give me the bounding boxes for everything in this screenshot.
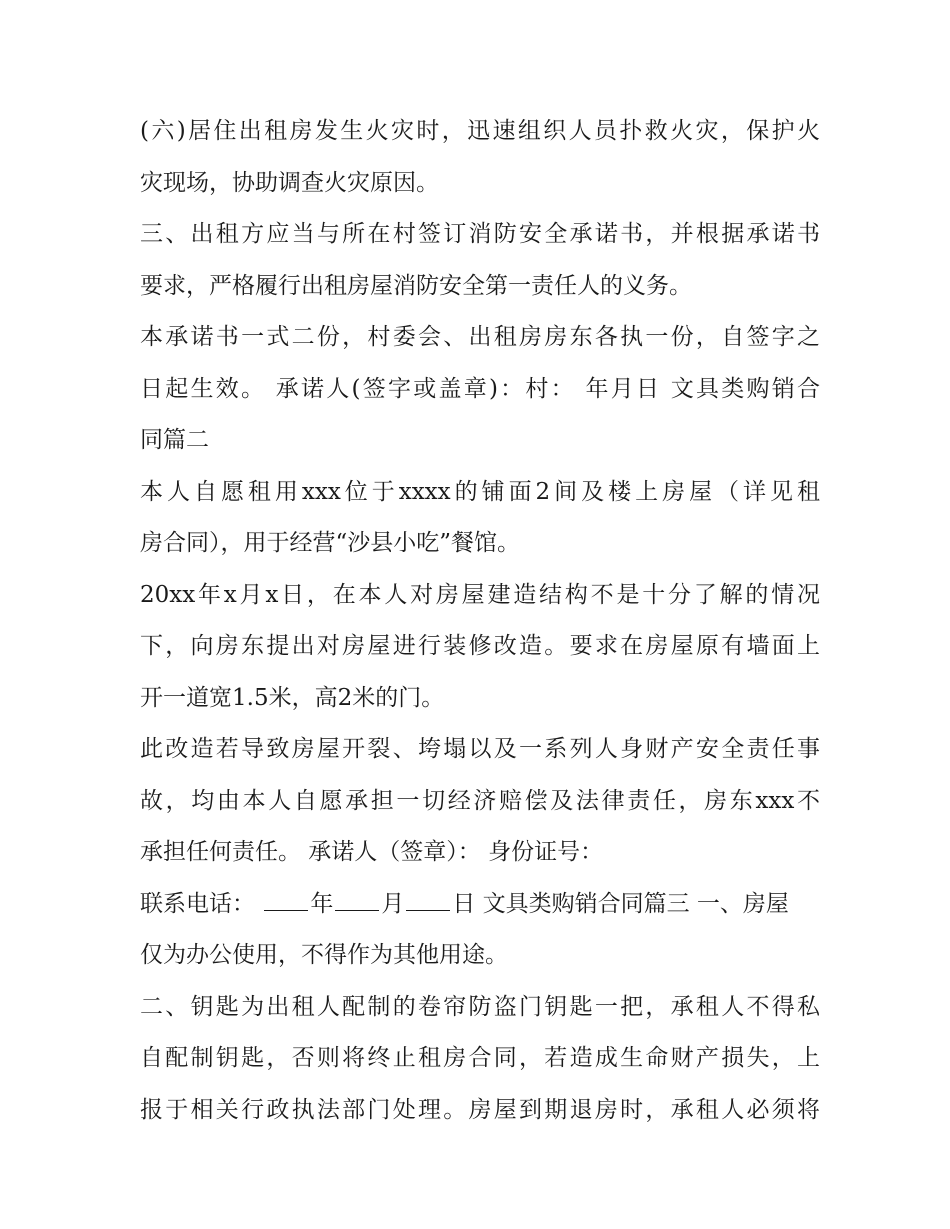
paragraph-rental-statement — [140, 467, 820, 570]
month-label: 月 — [381, 890, 405, 917]
phone-line-rest: 文具类购销合同篇三 一、房屋 — [482, 890, 789, 917]
paragraph-keys — [140, 982, 820, 1137]
text-line: 二、钥匙为出租人配制的卷帘防盗门钥匙一把，承租人不得私 — [140, 993, 820, 1020]
paragraph-renovation-request — [140, 570, 820, 725]
day-blank — [406, 890, 450, 911]
year-label: 年 — [310, 890, 334, 917]
paragraph-liability — [140, 724, 820, 879]
text-line: 自配制钥匙，否则将终止租房合同，若造成生命财产损失，上 — [140, 1045, 820, 1071]
month-blank — [335, 890, 379, 911]
paragraph-landlord-pledge — [140, 209, 820, 312]
text-line: 房合同），用于经营“沙县小吃”餐馆。 — [140, 530, 521, 556]
text-line: 三、出租方应当与所在村签订消防安全承诺书，并根据承诺书 — [140, 221, 820, 247]
text-line: 本人自愿租用xxx位于xxxx的铺面2间及楼上房屋（详见租 — [140, 478, 820, 505]
text-line: 此改造若导致房屋开裂、垮塌以及一系列人身财产安全责任事 — [140, 736, 820, 762]
document-page — [140, 106, 820, 1136]
text-line: 报于相关行政执法部门处理。房屋到期退房时，承租人必须将 — [140, 1096, 820, 1123]
paragraph-copies-signature — [140, 312, 820, 467]
year-blank — [264, 890, 308, 911]
paragraph-contact-phone — [140, 879, 820, 982]
text-line: 灾现场，协助调查火灾原因。 — [140, 169, 439, 196]
paragraph-fire-response — [140, 106, 820, 209]
text-line: 故，均由本人自愿承担一切经济赔偿及法律责任，房东xxx不 — [140, 787, 820, 814]
text-line: 同篇二 — [140, 427, 209, 453]
text-line: 本承诺书一式二份，村委会、出租房房东各执一份，自签字之 — [140, 324, 820, 350]
text-line: 要求，严格履行出租房屋消防安全第一责任人的义务。 — [140, 272, 692, 299]
text-line: (六)居住出租房发生火灾时，迅速组织人员扑救火灾，保护火 — [140, 118, 820, 144]
phone-label: 联系电话： — [140, 890, 255, 917]
text-line: 20xx年x月x日，在本人对房屋建造结构不是十分了解的情况 — [140, 581, 820, 608]
phone-line — [140, 879, 820, 931]
text-line: 日起生效。 承诺人(签字或盖章)：村： 年月日 文具类购销合 — [140, 375, 820, 402]
text-line: 下，向房东提出对房屋进行装修改造。要求在房屋原有墙面上 — [140, 633, 820, 659]
text-line: 承担任何责任。 承诺人（签章）： 身份证号： — [140, 839, 604, 865]
text-line: 仅为办公使用，不得作为其他用途。 — [140, 942, 508, 968]
day-label: 日 — [452, 890, 476, 917]
text-line: 开一道宽1.5米，高2米的门。 — [140, 684, 445, 711]
